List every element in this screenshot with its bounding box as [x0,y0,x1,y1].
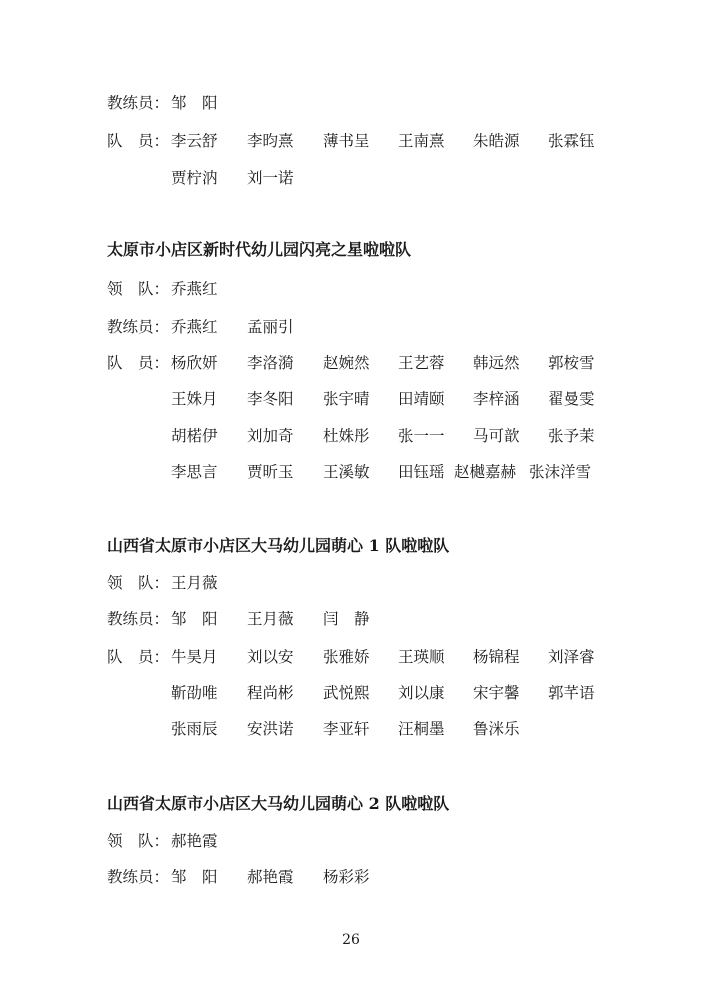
member-name: 乔燕红 [171,318,218,336]
member-name: 贾昕玉 [247,463,294,481]
member-name: 鲁洣乐 [473,720,520,738]
member-name: 王艺蓉 [398,354,445,372]
member-name: 孟丽引 [247,318,294,336]
member-name: 朱皓源 [473,132,520,150]
member-name: 闫 静 [323,610,370,628]
row-label: 队 员： [107,132,170,150]
member-name: 杨锦程 [473,648,520,666]
member-name: 邹 阳 [171,868,218,886]
member-name: 王月薇 [171,574,218,592]
row-label: 领 队： [107,832,170,850]
member-name: 杨彩彩 [323,868,370,886]
team-heading: 山西省太原市小店区大马幼儿园萌心 2 队啦啦队 [107,794,450,813]
member-name: 马可歆 [473,427,520,445]
member-name: 赵婉然 [323,354,370,372]
member-name: 刘以康 [398,684,445,702]
member-name: 张雅娇 [323,648,370,666]
member-name: 牛昊月 [171,648,218,666]
member-name: 郝艳霞 [171,832,218,850]
member-name: 韩远然 [473,354,520,372]
member-name: 王瑛顺 [398,648,445,666]
row-label: 队 员： [107,648,170,666]
member-name: 王南熹 [398,132,445,150]
member-name: 王姝月 [171,390,218,408]
member-name: 张雨辰 [171,720,218,738]
team-heading: 太原市小店区新时代幼儿园闪亮之星啦啦队 [107,240,412,259]
member-name: 宋宇馨 [473,684,520,702]
row-label: 教练员： [107,868,170,886]
member-name: 李云舒 [171,132,218,150]
member-name: 李梓涵 [473,390,520,408]
member-name: 郭桉雪 [548,354,595,372]
member-name: 武悦熙 [323,684,370,702]
member-name: 汪桐墨 [398,720,445,738]
team-heading: 山西省太原市小店区大马幼儿园萌心 1 队啦啦队 [107,536,450,555]
row-label: 教练员： [107,318,170,336]
member-name: 翟曼雯 [548,390,595,408]
row-label: 队 员： [107,354,170,372]
member-name: 张沫洋雪 [529,463,592,481]
member-name: 田靖颐 [398,390,445,408]
member-name: 郝艳霞 [247,868,294,886]
member-name: 杨欣妍 [171,354,218,372]
member-name: 程尚彬 [247,684,294,702]
member-name: 张一一 [398,427,445,445]
member-name: 胡楉伊 [171,427,218,445]
member-name: 贾柠汭 [171,169,218,187]
member-name: 李冬阳 [247,390,294,408]
member-name: 郭芊语 [548,684,595,702]
member-name: 王月薇 [247,610,294,628]
member-name: 邹 阳 [171,94,218,112]
member-name: 田钰瑶 [398,463,445,481]
member-name: 靳劭唯 [171,684,218,702]
member-name: 安洪诺 [247,720,294,738]
member-name: 李昀熹 [247,132,294,150]
row-label: 领 队： [107,280,170,298]
member-name: 邹 阳 [171,610,218,628]
member-name: 刘一诺 [247,169,294,187]
member-name: 薄书呈 [323,132,370,150]
member-name: 赵樾嘉赫 [454,463,517,481]
member-name: 李思言 [171,463,218,481]
member-name: 杜姝彤 [323,427,370,445]
member-name: 王溪敏 [323,463,370,481]
member-name: 刘以安 [247,648,294,666]
member-name: 李亚轩 [323,720,370,738]
member-name: 李洛漪 [247,354,294,372]
member-name: 张宇晴 [323,390,370,408]
member-name: 张霖钰 [548,132,595,150]
row-label: 教练员： [107,610,170,628]
member-name: 刘加奇 [247,427,294,445]
page-number: 26 [342,932,360,948]
member-name: 张予茉 [548,427,595,445]
member-name: 乔燕红 [171,280,218,298]
row-label: 领 队： [107,574,170,592]
row-label: 教练员： [107,94,170,112]
member-name: 刘泽睿 [548,648,595,666]
